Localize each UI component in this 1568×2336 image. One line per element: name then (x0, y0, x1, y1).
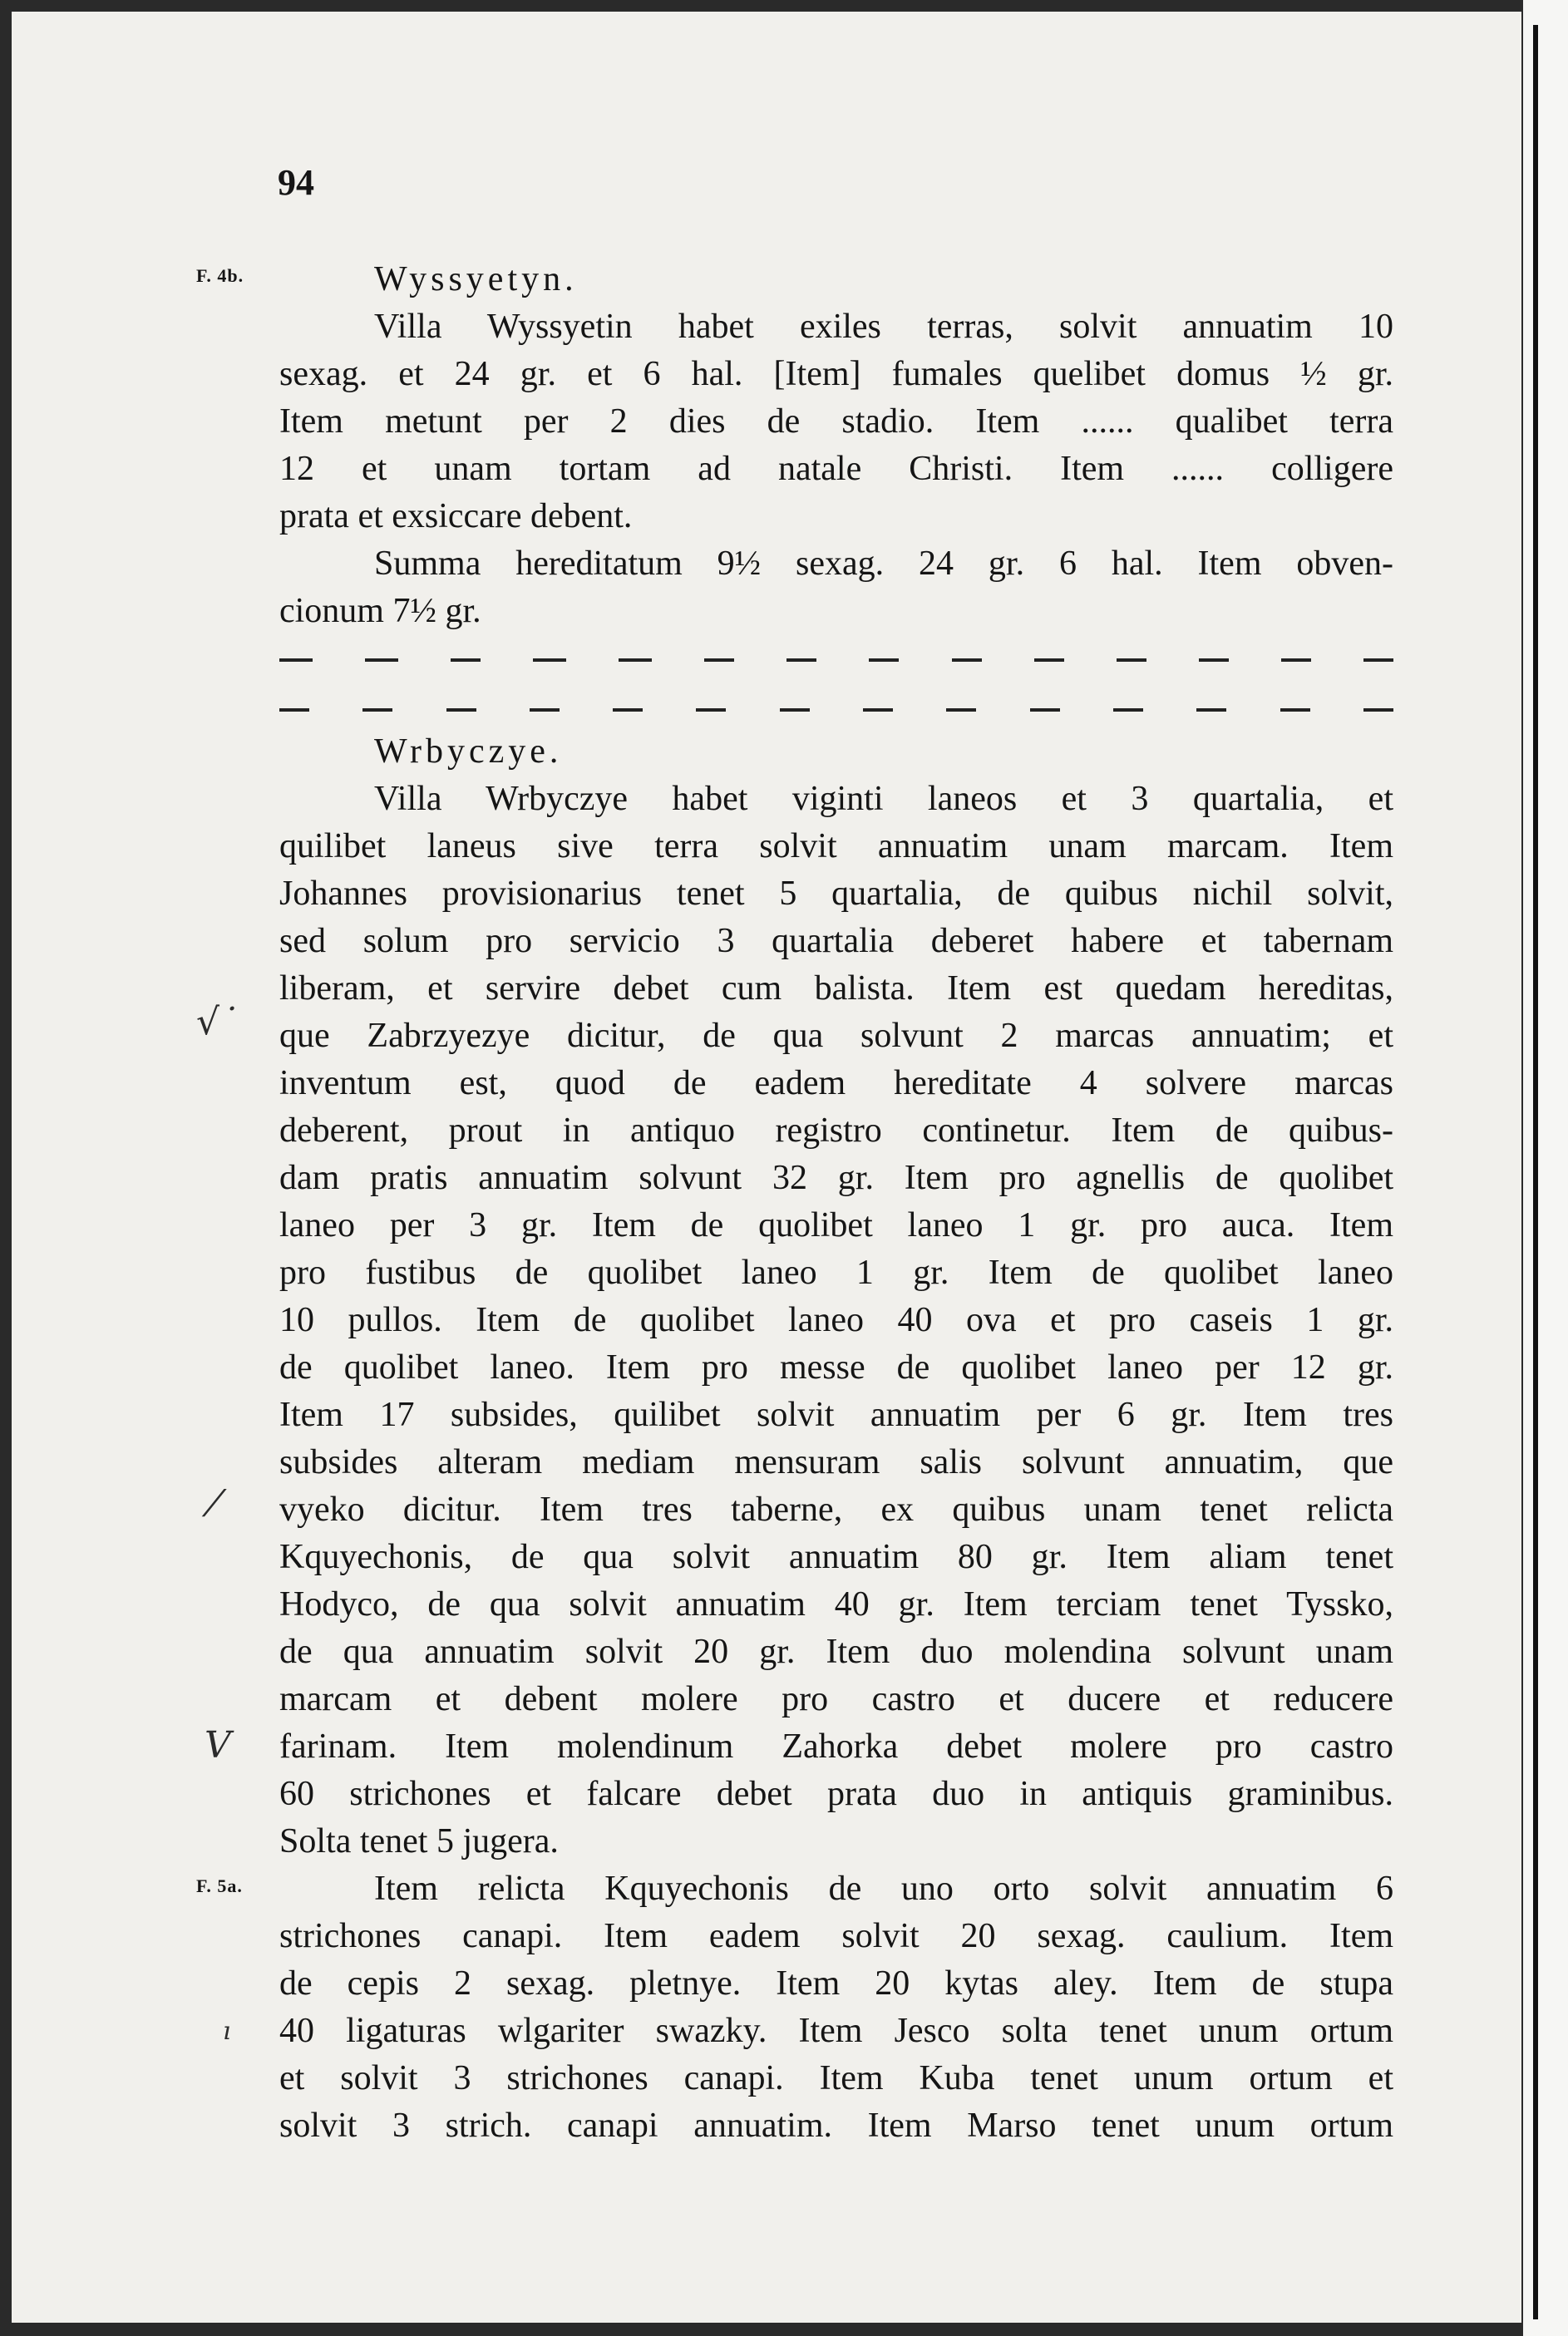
text-line: deberent, prout in antiquo registro continetur. Item de quibus- (279, 1111, 1393, 1150)
text-line: cionum 7½ gr. (279, 592, 481, 630)
lacuna-dash-row (279, 658, 1393, 662)
text-line: Kquyechonis, de qua solvit annuatim 80 gr. Item aliam tenet (279, 1538, 1393, 1576)
text-line: et solvit 3 strichones canapi. Item Kuba tenet unum ortum et (279, 2059, 1393, 2097)
text-line: Summa hereditatum 9½ sexag. 24 gr. 6 hal. Item obven- (374, 545, 1393, 583)
text-line: laneo per 3 gr. Item de quolibet laneo 1 gr. pro auca. Item (279, 1206, 1393, 1244)
text-line: vyeko dicitur. Item tres taberne, ex quibus unam tenet relicta (279, 1491, 1393, 1529)
text-line: Villa Wyssyetin habet exiles terras, solvit annuatim 10 (374, 308, 1393, 346)
text-line: strichones canapi. Item eadem solvit 20 sexag. caulium. Item (279, 1917, 1393, 1955)
lacuna-dash-row (279, 708, 1393, 712)
margin-folio-ref: F. 4b. (196, 265, 244, 286)
text-line: Item metunt per 2 dies de stadio. Item ...... qualibet terra (279, 402, 1393, 441)
scan-right-edge (1523, 0, 1568, 2336)
text-line: de cepis 2 sexag. pletnye. Item 20 kytas aley. Item de stupa (279, 1964, 1393, 2003)
text-line: Item 17 subsides, quilibet solvit annuatim per 6 gr. Item tres (279, 1396, 1393, 1434)
text-line: 12 et unam tortam ad natale Christi. Item ...... colligere (279, 450, 1393, 488)
page-number: 94 (278, 162, 314, 203)
text-line: subsides alteram mediam mensuram salis solvunt annuatim, que (279, 1443, 1393, 1481)
text-line: 40 ligaturas wlgariter swazky. Item Jesco solta tenet unum ortum (279, 2012, 1393, 2050)
text-line: sexag. et 24 gr. et 6 hal. [Item] fumales quelibet domus ½ gr. (279, 355, 1393, 393)
margin-check-mark: V (205, 1724, 231, 1767)
text-line: dam pratis annuatim solvunt 32 gr. Item pro agnellis de quolibet (279, 1159, 1393, 1197)
text-line: Hodyco, de qua solvit annuatim 40 gr. Item terciam tenet Tyssko, (279, 1585, 1393, 1624)
text-line: Solta tenet 5 jugera. (279, 1822, 559, 1860)
margin-check-mark: ı (223, 2017, 231, 2046)
text-line: 10 pullos. Item de quolibet laneo 40 ova et pro caseis 1 gr. (279, 1301, 1393, 1339)
text-line: de qua annuatim solvit 20 gr. Item duo molendina solvunt unam (279, 1633, 1393, 1671)
text-line: liberam, et servire debet cum balista. Item est quedam hereditas, (279, 969, 1393, 1008)
text-line: Johannes provisionarius tenet 5 quartalia, de quibus nichil solvit, (279, 875, 1393, 913)
text-line: solvit 3 strich. canapi annuatim. Item Marso tenet unum ortum (279, 2107, 1393, 2145)
margin-check-mark: √˙ (196, 1001, 239, 1043)
text-line: inventum est, quod de eadem hereditate 4 solvere marcas (279, 1064, 1393, 1102)
text-line: de quolibet laneo. Item pro messe de quolibet laneo per 12 gr. (279, 1348, 1393, 1387)
text-line: pro fustibus de quolibet laneo 1 gr. Item de quolibet laneo (279, 1254, 1393, 1292)
text-line: quilibet laneus sive terra solvit annuatim unam marcam. Item (279, 827, 1393, 865)
section-heading: Wyssyetyn. (374, 260, 578, 298)
margin-check-mark: ⁄ (211, 1483, 218, 1525)
text-line: Villa Wrbyczye habet viginti laneos et 3 quartalia, et (374, 780, 1393, 818)
book-page (12, 12, 1521, 2323)
text-line: farinam. Item molendinum Zahorka debet molere pro castro (279, 1727, 1393, 1766)
text-line: que Zabrzyezye dicitur, de qua solvunt 2 marcas annuatim; et (279, 1017, 1393, 1055)
text-line: sed solum pro servicio 3 quartalia deberet habere et tabernam (279, 922, 1393, 960)
text-line: 60 strichones et falcare debet prata duo in antiquis graminibus. (279, 1775, 1393, 1813)
text-line: marcam et debent molere pro castro et ducere et reducere (279, 1680, 1393, 1718)
margin-folio-ref: F. 5a. (196, 1875, 243, 1896)
text-line: Item relicta Kquyechonis de uno orto solvit annuatim 6 (374, 1870, 1393, 1908)
text-line: prata et exsiccare debent. (279, 497, 633, 535)
section-heading: Wrbyczye. (374, 732, 563, 771)
